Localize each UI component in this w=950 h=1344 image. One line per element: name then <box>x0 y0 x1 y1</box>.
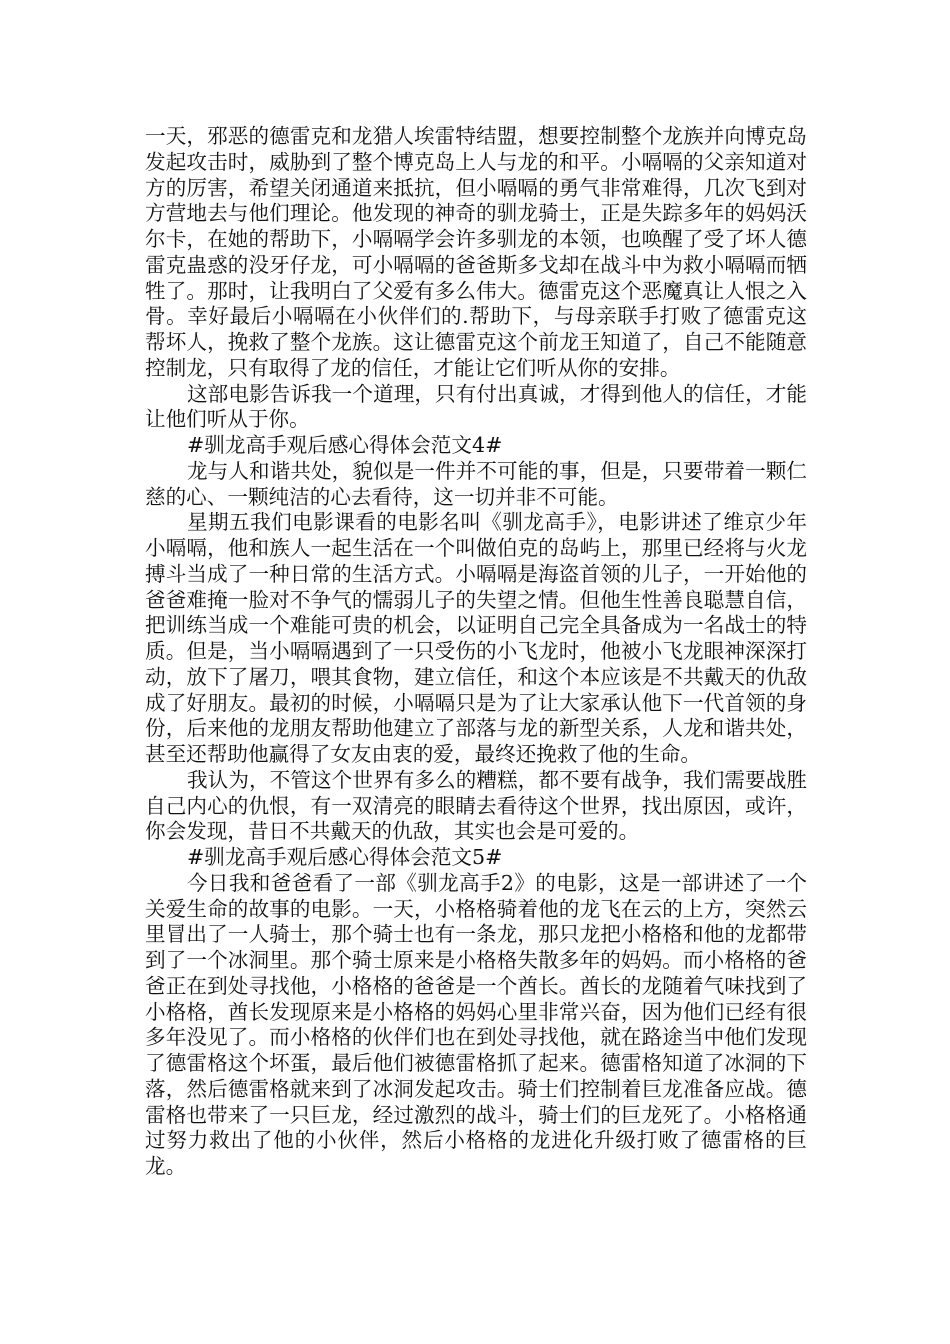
paragraph: 龙与人和谐共处，貌似是一件并不可能的事，但是，只要带着一颗仁慈的心、一颗纯洁的心去看待，这一切并非不可能。 <box>145 458 807 509</box>
document-body <box>145 124 807 1180</box>
paragraph: 今日我和爸爸看了一部《驯龙高手2》的电影，这是一部讲述了一个关爱生命的故事的电影。一天，小格格骑着他的龙飞在云的上方，突然云里冒出了一人骑士，那个骑士也有一条龙，那只龙把小格格和他的龙都带到了一个冰洞里。那个骑士原来是小格格失散多年的妈妈。而小格格的爸爸正在到处寻找他，小格格的爸爸是一个酋长。酋长的龙随着气味找到了小格格，酋长发现原来是小格格的妈妈心里非常兴奋，因为他们已经有很多年没见了。而小格格的伙伴们也在到处寻找他，就在路途当中他们发现了德雷格这个坏蛋，最后他们被德雷格抓了起来。德雷格知道了冰洞的下落，然后德雷格就来到了冰洞发起攻击。骑士们控制着巨龙准备应战。德雷格也带来了一只巨龙，经过激烈的战斗，骑士们的巨龙死了。小格格通过努力救出了他的小伙伴，然后小格格的龙进化升级打败了德雷格的巨龙。 <box>145 870 807 1178</box>
paragraph-continuation: 一天，邪恶的德雷克和龙猎人埃雷特结盟，想要控制整个龙族并向博克岛发起攻击时，威胁到了整个博克岛上人与龙的和平。小嗝嗝的父亲知道对方的厉害，希望关闭通道来抵抗，但小嗝嗝的勇气非常难得，几次飞到对方营地去与他们理论。他发现的神奇的驯龙骑士，正是失踪多年的妈妈沃尔卡，在她的帮助下，小嗝嗝学会许多驯龙的本领，也唤醒了受了坏人德雷克蛊惑的没牙仔龙，可小嗝嗝的爸爸斯多戈却在战斗中为救小嗝嗝而牺牲了。那时，让我明白了父爱有多么伟大。德雷克这个恶魔真让人恨之入骨。幸好最后小嗝嗝在小伙伴们的.帮助下，与母亲联手打败了德雷克这帮坏人，挽救了整个龙族。这让德雷克这个前龙王知道了，自己不能随意控制龙，只有取得了龙的信任，才能让它们听从你的安排。 <box>145 124 807 380</box>
section-heading: #驯龙高手观后感心得体会范文5# <box>187 845 503 869</box>
paragraph: 星期五我们电影课看的电影名叫《驯龙高手》，电影讲述了维京少年小嗝嗝，他和族人一起生活在一个叫做伯克的岛屿上，那里已经将与火龙搏斗当成了一种日常的生活方式。小嗝嗝是海盗首领的儿子，一开始他的爸爸难掩一脸对不争气的懦弱儿子的失望之情。但他生性善良聪慧自信，把训练当成一个难能可贵的机会，以证明自己完全具备成为一名战士的特质。但是，当小嗝嗝遇到了一只受伤的小飞龙时，他被小飞龙眼神深深打动，放下了屠刀，喂其食物，建立信任，和这个本应该是不共戴天的仇敌成了好朋友。最初的时候，小嗝嗝只是为了让大家承认他下一代首领的身份，后来他的龙朋友帮助他建立了部落与龙的新型关系，人龙和谐共处，甚至还帮助他赢得了女友由衷的爱，最终还挽救了他的生命。 <box>145 510 807 766</box>
paragraph: 我认为，不管这个世界有多么的糟糕，都不要有战争，我们需要战胜自己内心的仇恨，有一双清亮的眼睛去看待这个世界，找出原因，或许，你会发现，昔日不共戴天的仇敌，其实也会是可爱的。 <box>145 767 807 844</box>
section-heading: #驯龙高手观后感心得体会范文4# <box>187 433 503 457</box>
paragraph: 这部电影告诉我一个道理，只有付出真诚，才得到他人的信任，才能让他们听从于你。 <box>145 381 807 432</box>
